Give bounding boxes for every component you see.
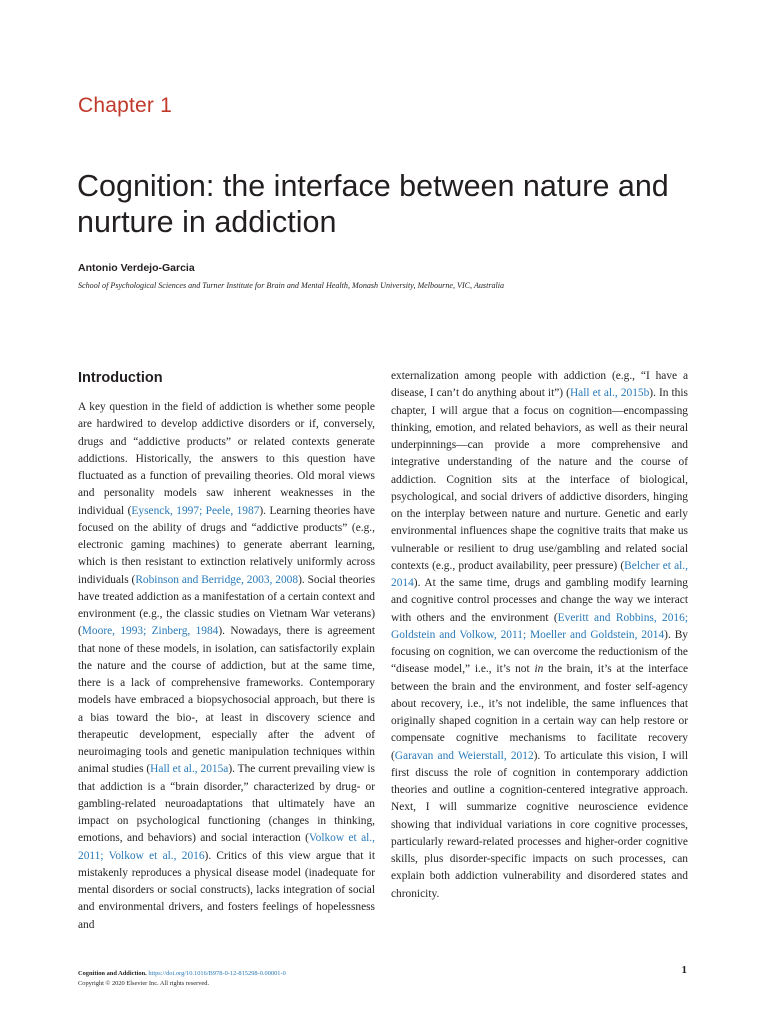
citation-link[interactable]: Hall et al., 2015a <box>150 763 229 776</box>
left-column <box>78 368 375 934</box>
footer-copyright: Copyright © 2020 Elsevier Inc. All rights reserved. <box>78 980 210 987</box>
author-name: Antonio Verdejo-Garcia <box>78 262 195 274</box>
footer-book-title: Cognition and Addiction. <box>78 970 147 977</box>
section-heading: Introduction <box>78 370 163 386</box>
right-column <box>391 368 688 903</box>
emphasis-text: in <box>534 663 544 676</box>
citation-link[interactable]: Eysenck, 1997; Peele, 1987 <box>131 504 260 517</box>
chapter-title: Cognition: the interface between nature and nurture in addiction <box>77 169 669 239</box>
page-number: 1 <box>681 964 687 976</box>
body-paragraph-right: externalization among people with addiction (e.g., “I have a disease, I can’t do anything about it”) (Hall et al., 2015b). In this chapter, I will argue that a focus on cognition—encompassing thinking, emotion, and related behaviors, as well as their neural underpinnings—can provide a more comprehensive and integrative understanding of the nature and the course of addiction. Cognition sits at the interface of biological, psychological, and social drivers of addictive disorders, hinging on the interplay between nature and nurture. Genetic and early environmental influences shape the cognitive traits that make us vulnerable or resilient to drug use/gambling and related social contexts (e.g., product availability, peer pressure) (Belcher et al., 2014). At the same time, drugs and gambling modify learning and cognitive control processes and change the way we interact with others and the environment (Everitt and Robbins, 2016; Goldstein and Volkow, 2011; Moeller and Goldstein, 2014). By focusing on cognition, we can overcome the reductionism of the “disease model,” i.e., it’s not in the brain, it’s at the interface between the brain and the environment, and foster self-agency about recovery, i.e., it’s not indelible, the same influences that originally shaped cognition in a certain way can help restore or compensate cognitive mechanisms to facilitate recovery (Garavan and Weierstall, 2012). To articulate this vision, I will first discuss the role of cognition in contemporary addiction theories and outline a cognition-centered integrative approach. Next, I will summarize cognitive neuroscience evidence showing that individual variations in core cognitive processes, particularly reward-related processes and higher-order cognitive skills, plus disorder-specific impacts on such processes, can explain both addiction vulnerability and disordered states and chronicity. <box>391 370 689 900</box>
citation-link[interactable]: Volkow et al., 2011; Volkow et al., 2016 <box>78 832 375 862</box>
citation-link[interactable]: Hall et al., 2015b <box>569 387 650 400</box>
footer-doi-link[interactable]: https://doi.org/10.1016/B978-0-12-815298-0.00001-0 <box>148 970 286 977</box>
author-affiliation: School of Psychological Sciences and Turner Institute for Brain and Mental Health, Monash University, Melbourne, VIC, Australia <box>78 281 505 290</box>
body-paragraph-left: A key question in the field of addiction is whether some people are hardwired to develop addictive disorders or if, conversely, drugs and “addictive products” or related contexts generate addictions. Historically, the answers to this question have fluctuated as a function of prevailing theories. Old moral views and personality models saw inherent weaknesses in the individual (Eysenck, 1997; Peele, 1987). Learning theories have focused on the ability of drugs and “addictive products” (e.g., electronic gaming machines) to generate aberrant learning, which is then resistant to extinction relatively uniformly across individuals (Robinson and Berridge, 2003, 2008). Social theories have treated addiction as a manifestation of a certain context and environment (e.g., the classic studies on Vietnam War veterans) (Moore, 1993; Zinberg, 1984). Nowadays, there is agreement that none of these models, in isolation, can satisfactorily explain the nature and the course of addiction, but at the same time, there is a lack of comprehensive frameworks. Contemporary models have embraced a biopsychosocial approach, but there is a bias toward the bio-, at least in discovery science and therapeutic development, especially after the advent of neuroimaging tools and genetic manipulation techniques within animal studies (Hall et al., 2015a). The current prevailing view is that addiction is a “brain disorder,” characterized by drug- or gambling-related neuroadaptations that ultimately have an impact on psychological functioning (changes in thinking, emotions, and behaviors) and social interaction (Volkow et al., 2011; Volkow et al., 2016). Critics of this view argue that it mistakenly reproduces a physical disease model (inadequate for mental disorders or social constructs), lacks integration of social and environmental drivers, and fosters feelings of hopelessness and <box>78 401 376 931</box>
citation-link[interactable]: Moore, 1993; Zinberg, 1984 <box>81 625 219 638</box>
citation-link[interactable]: Garavan and Weierstall, 2012 <box>394 749 534 762</box>
citation-link[interactable]: Everitt and Robbins, 2016; Goldstein and Volkow, 2011; Moeller and Goldstein, 2014 <box>391 611 688 641</box>
citation-link[interactable]: Robinson and Berridge, 2003, 2008 <box>135 573 299 586</box>
chapter-label: Chapter 1 <box>78 94 173 117</box>
citation-link[interactable]: Belcher et al., 2014 <box>391 559 689 589</box>
page-footer <box>78 969 688 989</box>
